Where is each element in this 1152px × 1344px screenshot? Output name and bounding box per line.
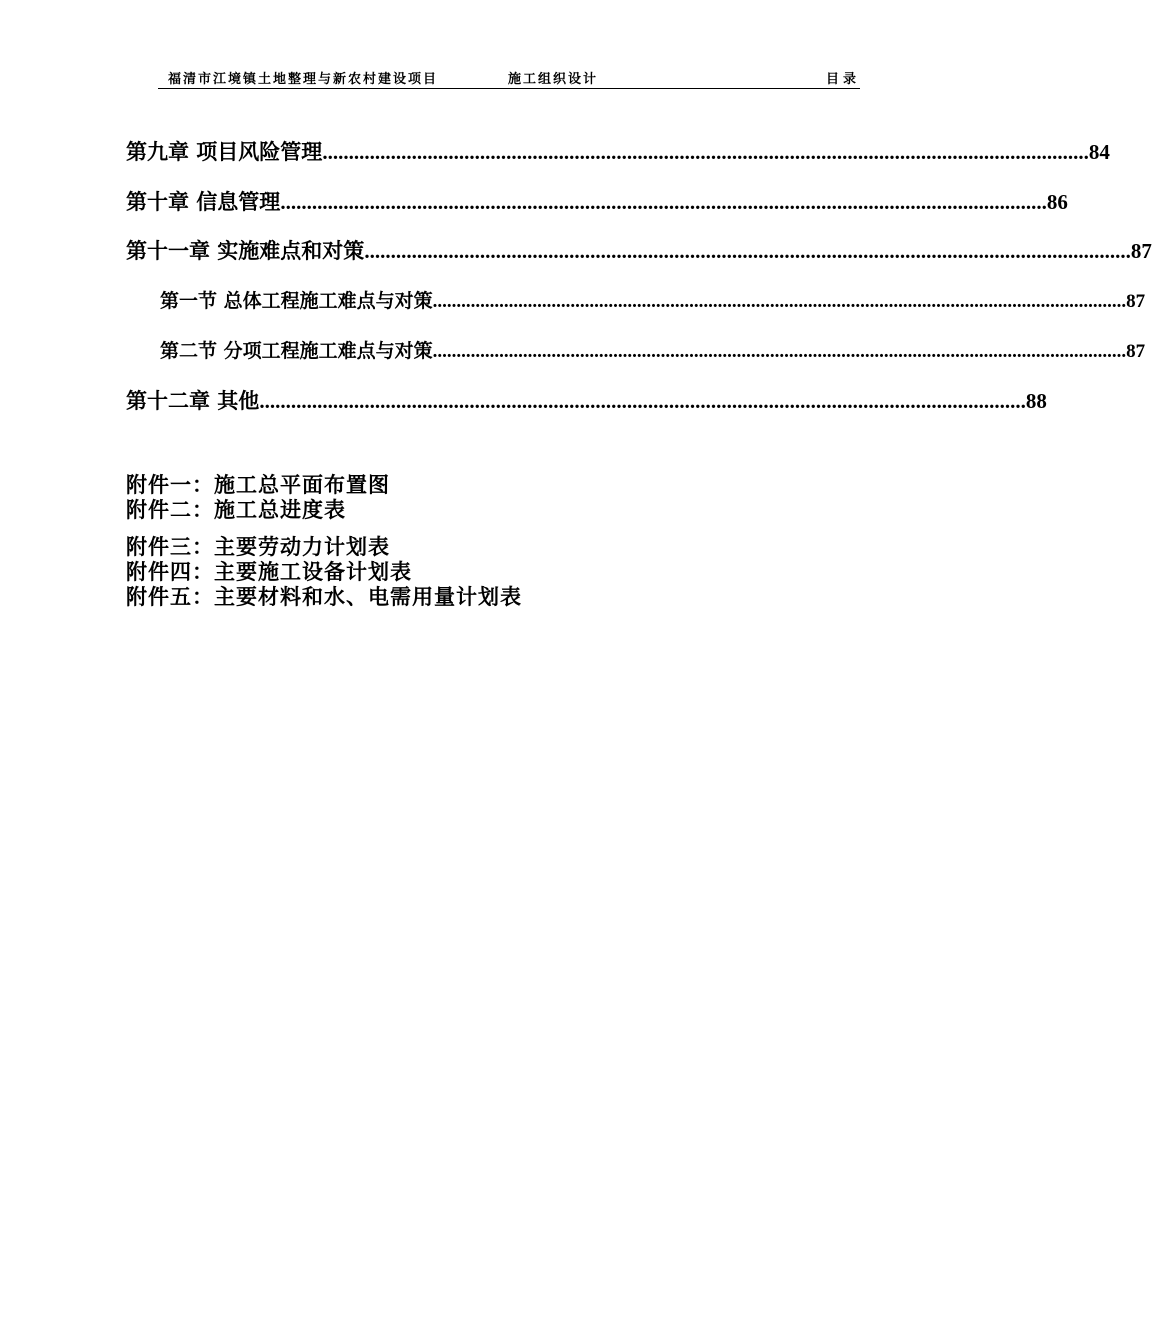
toc-leader-dots: .................................................................................................................................................. (432, 341, 1127, 362)
header-document-title: 施工组织设计 (508, 72, 599, 87)
toc-entry-section-11-1[interactable] (160, 286, 1146, 313)
toc-entry-title: 第十章 信息管理 (126, 189, 281, 214)
header-section-name: 目录 (825, 72, 860, 87)
toc-entry-title: 第二节 分项工程施工难点与对策 (160, 340, 433, 362)
toc-leader-dots: .................................................................................................................................................. (432, 291, 1127, 312)
toc-entry-title: 第一节 总体工程施工难点与对策 (160, 290, 433, 312)
toc-page-number: 87 (1126, 291, 1146, 312)
toc-page-number: 88 (1025, 389, 1047, 413)
toc-entry-chapter-9[interactable] (126, 136, 1110, 166)
toc-page-number: 84 (1088, 140, 1110, 164)
toc-entry-section-11-2[interactable] (160, 336, 1146, 363)
toc-leader-dots: .................................................................................................................................................. (322, 140, 1089, 164)
attachment-item-5: 附件五：主要材料和水、电需用量计划表 (126, 584, 522, 609)
toc-page-number: 87 (1126, 341, 1146, 362)
toc-page-number: 86 (1046, 190, 1068, 214)
attachment-item-2: 附件二：施工总进度表 (126, 497, 346, 522)
page-header (158, 66, 860, 89)
toc-entry-chapter-12[interactable] (126, 385, 1047, 415)
toc-leader-dots: .................................................................................................................................................. (259, 389, 1026, 413)
toc-entry-title: 第十二章 其他 (126, 388, 260, 413)
toc-entry-title: 第十一章 实施难点和对策 (126, 238, 365, 263)
attachment-item-3: 附件三：主要劳动力计划表 (126, 534, 390, 559)
attachment-item-4: 附件四：主要施工设备计划表 (126, 559, 412, 584)
attachment-spacer (126, 522, 522, 534)
toc-page-number: 87 (1130, 239, 1152, 263)
toc-entry-chapter-11[interactable] (126, 235, 1152, 265)
toc-leader-dots: .................................................................................................................................................. (364, 239, 1131, 263)
toc-entry-chapter-10[interactable] (126, 186, 1068, 216)
header-project-name: 福清市江境镇土地整理与新农村建设项目 (168, 72, 439, 87)
attachment-list (126, 472, 522, 609)
attachment-item-1: 附件一：施工总平面布置图 (126, 472, 390, 497)
toc-leader-dots: .................................................................................................................................................. (280, 190, 1047, 214)
toc-entry-title: 第九章 项目风险管理 (126, 139, 323, 164)
